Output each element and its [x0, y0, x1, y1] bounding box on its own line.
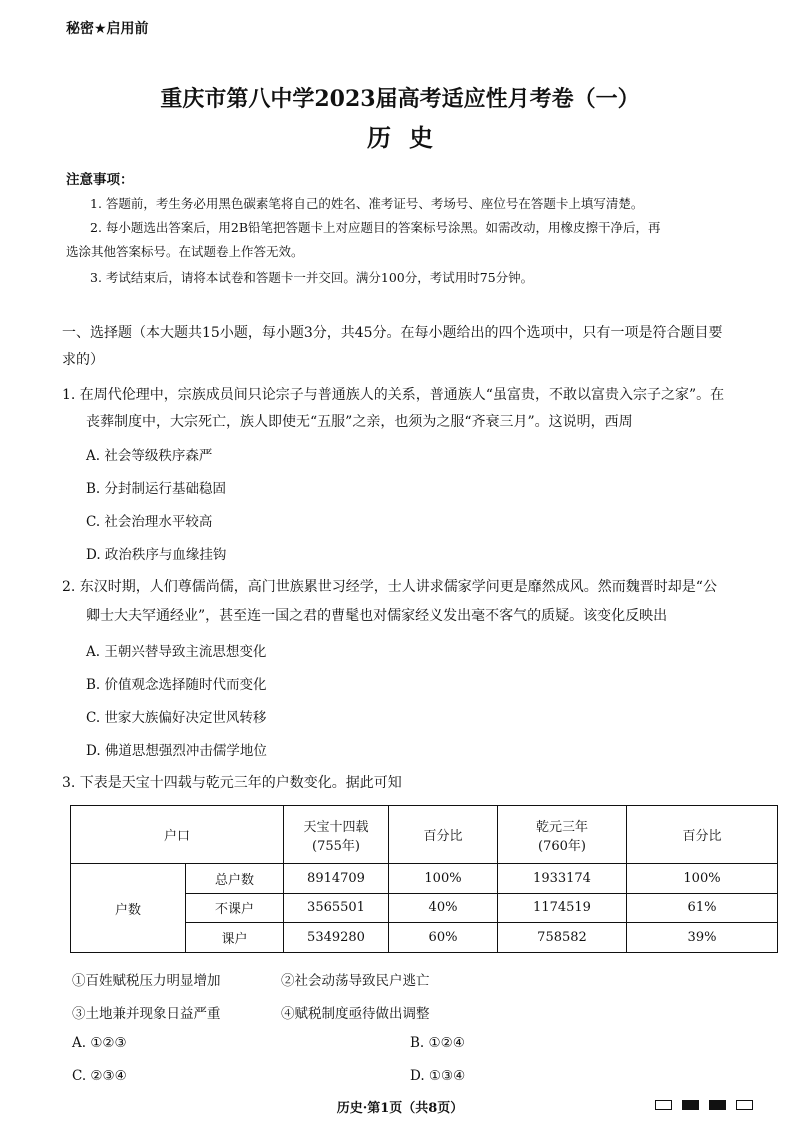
header-tianbao: [284, 806, 389, 864]
cell-percent: 61%: [627, 893, 778, 923]
section-heading: 一、选择题（本大题共15小题，每小题3分，共45分。在每小题给出的四个选项中，只有一项是符合题目要: [62, 325, 723, 341]
q2-option-b: B. 价值观念选择随时代而变化: [86, 677, 267, 693]
q1-stem-cont: 丧葬制度中，大宗死亡，族人即使无“五服”之亲，也须为之服“齐衰三月”。这说明，西周: [86, 414, 633, 430]
q2-option-c: C. 世家大族偏好决定世风转移: [86, 710, 267, 726]
q3-statement-3: ③土地兼并现象日益严重: [72, 1006, 221, 1022]
row-label: 不课户: [186, 893, 284, 923]
cell-value: 3565501: [284, 893, 389, 923]
row-label: 总户数: [186, 864, 284, 894]
registration-mark-open-icon: [736, 1100, 753, 1110]
header-pct-1: 百分比: [389, 806, 498, 864]
q3-statement-1: ①百姓赋税压力明显增加: [72, 973, 221, 989]
household-table: [70, 805, 778, 953]
q3-stem: 3. 下表是天宝十四载与乾元三年的户数变化。据此可知: [62, 775, 402, 791]
cell-value: 1174519: [498, 893, 627, 923]
subject-title: 历史: [367, 123, 451, 152]
cell-percent: 39%: [627, 923, 778, 953]
q2-stem: 2. 东汉时期，人们尊儒尚儒，高门世族累世习经学，士人讲求儒家学问更是靡然成风。然而魏晋时却是“公: [62, 579, 717, 595]
header-pct-2: 百分比: [627, 806, 778, 864]
cell-percent: 60%: [389, 923, 498, 953]
cell-value: 758582: [498, 923, 627, 953]
q3-option-c: C. ②③④: [72, 1068, 127, 1084]
registration-marks: [655, 1100, 753, 1110]
cell-percent: 100%: [627, 864, 778, 894]
exam-title: 重庆市第八中学2023届高考适应性月考卷（一）: [160, 86, 640, 112]
cell-percent: 100%: [389, 864, 498, 894]
header-tianbao-year: (755年): [312, 838, 360, 854]
q2-option-a: A. 王朝兴替导致主流思想变化: [86, 644, 267, 660]
q3-option-b: B. ①②④: [410, 1035, 465, 1051]
q2-option-d: D. 佛道思想强烈冲击儒学地位: [86, 743, 267, 759]
registration-mark-filled-icon: [682, 1100, 699, 1110]
registration-mark-open-icon: [655, 1100, 672, 1110]
cell-value: 1933174: [498, 864, 627, 894]
q3-option-d: D. ①③④: [410, 1068, 466, 1084]
q1-option-b: B. 分封制运行基础稳固: [86, 481, 227, 497]
header-hukou: 户口: [71, 806, 284, 864]
q2-stem-cont: 卿士大夫罕通经业”，甚至连一国之君的曹髦也对儒家经义发出毫不客气的质疑。该变化反映出: [86, 608, 668, 624]
secret-label: 秘密★启用前: [66, 21, 149, 37]
note-item-3: 3. 考试结束后，请将本试卷和答题卡一并交回。满分100分，考试用时75分钟。: [90, 270, 534, 285]
q3-option-a: A. ①②③: [72, 1035, 127, 1051]
section-heading-cont: 求的）: [62, 352, 104, 368]
cell-value: 8914709: [284, 864, 389, 894]
q1-option-a: A. 社会等级秩序森严: [86, 448, 213, 464]
note-item-2: 2. 每小题选出答案后，用2B铅笔把答题卡上对应题目的答案标号涂黑。如需改动，用橡皮擦干净后，再: [90, 220, 661, 235]
q1-option-c: C. 社会治理水平较高: [86, 514, 213, 530]
header-qianyuan-year: (760年): [538, 838, 586, 854]
q3-statement-2: ②社会动荡导致民户逃亡: [281, 973, 430, 989]
table-row: [71, 864, 778, 894]
page-footer: 历史·第1页（共8页）: [336, 1101, 464, 1116]
header-qianyuan: [498, 806, 627, 864]
q1-option-d: D. 政治秩序与血缘挂钩: [86, 547, 227, 563]
cell-percent: 40%: [389, 893, 498, 923]
cell-value: 5349280: [284, 923, 389, 953]
registration-mark-filled-icon: [709, 1100, 726, 1110]
header-tianbao-name: 天宝十四载: [303, 819, 369, 835]
q1-stem: 1. 在周代伦理中，宗族成员间只论宗子与普通族人的关系，普通族人“虽富贵，不敢以富贵入宗子之家”。在: [62, 387, 725, 403]
header-qianyuan-name: 乾元三年: [535, 819, 588, 835]
note-item-2-cont: 选涂其他答案标号。在试题卷上作答无效。: [66, 244, 304, 259]
group-label: 户数: [71, 864, 186, 953]
note-item-1: 1. 答题前，考生务必用黑色碳素笔将自己的姓名、准考证号、考场号、座位号在答题卡上填写清楚。: [90, 196, 644, 211]
row-label: 课户: [186, 923, 284, 953]
q3-statement-4: ④赋税制度亟待做出调整: [281, 1006, 430, 1022]
notes-heading: 注意事项：: [66, 172, 134, 188]
